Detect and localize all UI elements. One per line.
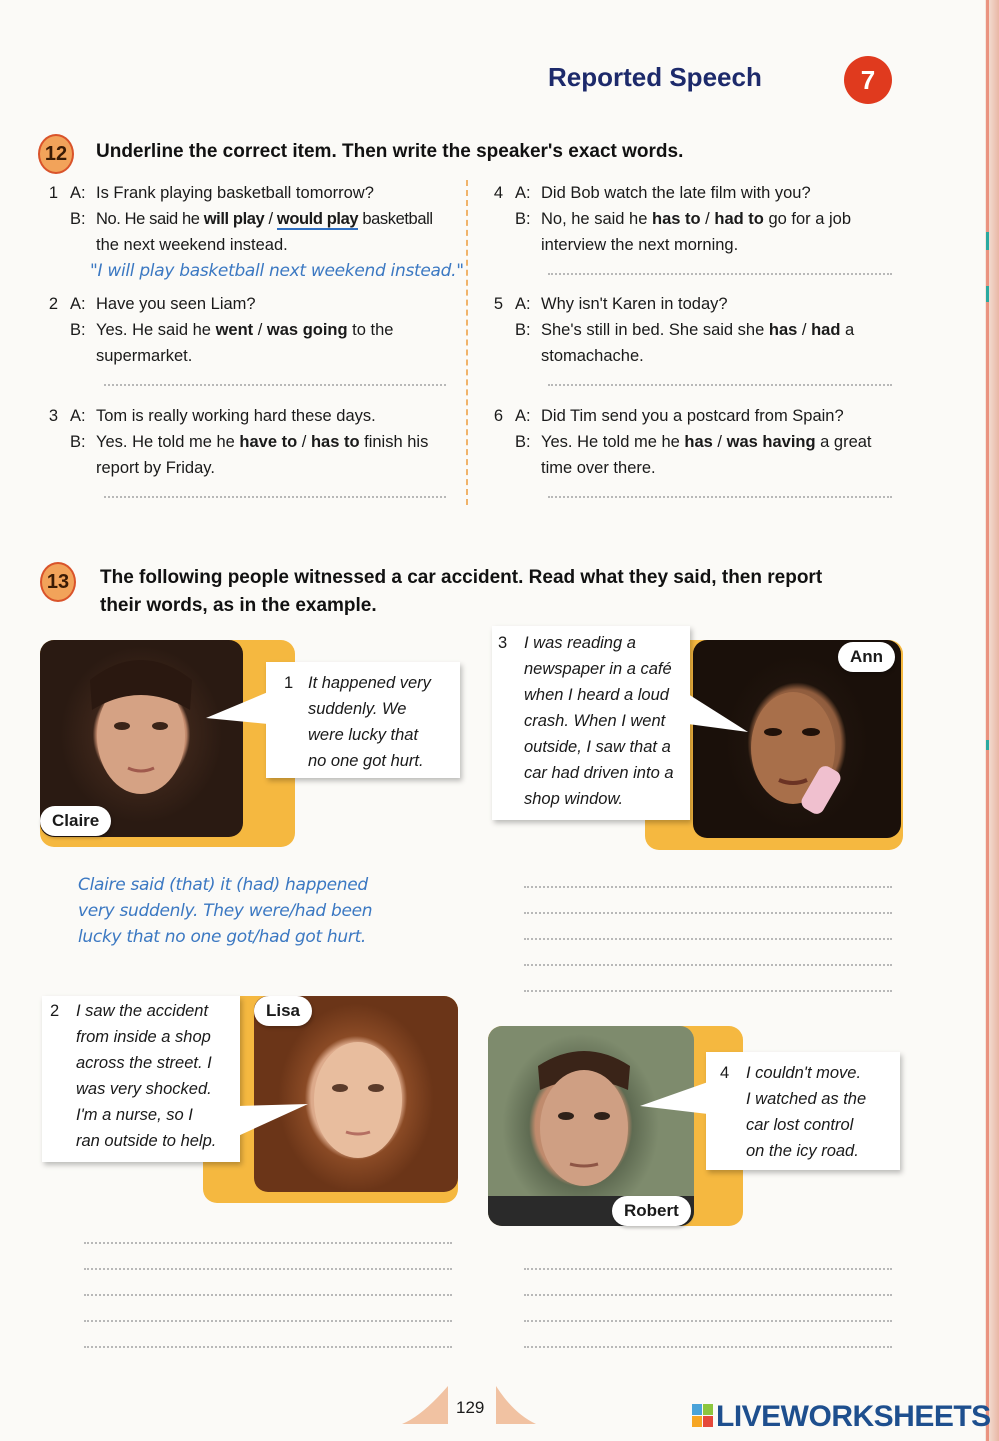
answer-b — [96, 429, 428, 455]
bubble-line: no one got hurt. — [308, 752, 424, 770]
edge-mark — [986, 740, 989, 750]
answer-b — [541, 429, 872, 455]
bubble-line: I watched as the — [746, 1090, 867, 1108]
ex12-item-5 — [489, 291, 909, 381]
option-2-underlined[interactable]: would play — [276, 210, 359, 228]
speaker-b: B: — [70, 321, 86, 339]
answer-b — [96, 206, 433, 232]
item-number: 1 — [48, 184, 58, 202]
bubble-number: 3 — [498, 634, 508, 652]
edge-mark — [986, 232, 989, 250]
b-text: Yes. He told me he — [96, 433, 240, 451]
bubble-line: It happened very — [308, 674, 431, 692]
b-text: go for a job — [763, 210, 851, 228]
example-answer-1: "I will play basketball next weekend instead." — [90, 261, 464, 281]
speaker-b: B: — [70, 433, 86, 451]
bubble-line: ran outside to help. — [76, 1132, 217, 1150]
speaker-a: A: — [515, 407, 531, 425]
answer-line-ann[interactable] — [524, 912, 892, 914]
separator: / — [700, 210, 715, 228]
bubble-text — [76, 998, 216, 1154]
liveworksheets-brand: LIVEWORKSHEETS — [716, 1400, 991, 1433]
example-answer-line: Claire said (that) it (had) happened — [78, 875, 368, 895]
question-a: Why isn't Karen in today? — [541, 295, 728, 313]
speaker-a: A: — [515, 295, 531, 313]
item-number: 5 — [493, 295, 503, 313]
answer-b — [541, 317, 854, 343]
lisa-speech-bubble — [42, 996, 240, 1162]
b-text: Yes. He told me he — [541, 433, 685, 451]
b-text: to the — [347, 321, 394, 339]
option-2[interactable]: was having — [726, 433, 816, 451]
answer-line-2[interactable] — [104, 384, 446, 386]
question-a: Did Bob watch the late film with you? — [541, 184, 811, 202]
bubble-line: newspaper in a café — [524, 660, 672, 678]
speaker-a: A: — [70, 407, 86, 425]
ann-speech-bubble — [492, 626, 690, 820]
bubble-line: car lost control — [746, 1116, 854, 1134]
question-a: Tom is really working hard these days. — [96, 407, 376, 425]
bubble-line: I was reading a — [524, 634, 636, 652]
answer-line-6[interactable] — [548, 496, 892, 498]
option-1[interactable]: has — [684, 433, 713, 451]
answer-line-5[interactable] — [548, 384, 892, 386]
option-2[interactable]: had to — [714, 210, 764, 228]
question-a: Is Frank playing basketball tomorrow? — [96, 184, 374, 202]
bubble-line: shop window. — [524, 790, 624, 808]
answer-line-robert[interactable] — [524, 1320, 892, 1322]
question-a: Have you seen Liam? — [96, 295, 256, 313]
separator: / — [797, 321, 812, 339]
ann-bubble-tail — [688, 690, 752, 736]
bubble-line: from inside a shop — [76, 1028, 211, 1046]
b-text: She's still in bed. She said she — [541, 321, 769, 339]
b-text: basketball — [358, 210, 433, 228]
option-1[interactable]: will play — [203, 210, 265, 228]
exercise-12-number: 12 — [38, 134, 74, 174]
separator: / — [253, 321, 267, 339]
bubble-text — [308, 670, 431, 774]
b-text: finish his — [359, 433, 429, 451]
bubble-line: were lucky that — [308, 726, 419, 744]
option-2[interactable]: was going — [266, 321, 348, 339]
edge-mark — [986, 286, 989, 302]
answer-b-line2: the next weekend instead. — [96, 236, 288, 254]
b-text: a great — [815, 433, 872, 451]
ann-name-label: Ann — [838, 642, 895, 672]
ex12-item-1 — [44, 180, 464, 290]
bubble-line: when I heard a loud — [524, 686, 669, 704]
b-text: Yes. He said he — [96, 321, 216, 339]
bubble-line: was very shocked. — [76, 1080, 212, 1098]
exercise-13-instruction-line1: The following people witnessed a car accident. Read what they said, then report — [100, 567, 823, 588]
answer-line-lisa[interactable] — [84, 1268, 452, 1270]
page-edge-line — [986, 0, 989, 1441]
robert-speech-bubble — [706, 1052, 900, 1170]
answer-line-lisa[interactable] — [84, 1294, 452, 1296]
bubble-line: on the icy road. — [746, 1142, 859, 1160]
answer-b-line2: report by Friday. — [96, 459, 215, 477]
bubble-line: I saw the accident — [76, 1002, 209, 1020]
exercise-12-instruction: Underline the correct item. Then write the speaker's exact words. — [96, 141, 684, 162]
bubble-line: I couldn't move. — [746, 1064, 862, 1082]
robert-name-label: Robert — [612, 1196, 691, 1226]
answer-b — [541, 206, 851, 232]
b-text: a — [840, 321, 855, 339]
bubble-line: outside, I saw that a — [524, 738, 671, 756]
answer-b-line2: interview the next morning. — [541, 236, 739, 254]
answer-line-ann[interactable] — [524, 938, 892, 940]
bubble-text — [746, 1060, 866, 1164]
bubble-line: crash. When I went — [524, 712, 666, 730]
answer-line-ann[interactable] — [524, 990, 892, 992]
page-corner-left-icon — [402, 1386, 448, 1424]
answer-line-lisa[interactable] — [84, 1242, 452, 1244]
answer-line-4[interactable] — [548, 273, 892, 275]
lisa-bubble-tail — [238, 1100, 310, 1140]
answer-b-line2: supermarket. — [96, 347, 193, 365]
option-1[interactable]: has to — [652, 210, 701, 228]
b-text: No, he said he — [541, 210, 652, 228]
option-2[interactable]: had — [811, 321, 841, 339]
bubble-number: 4 — [720, 1064, 730, 1082]
bubble-text — [524, 630, 674, 812]
claire-bubble-tail — [206, 688, 270, 728]
example-answer-line: lucky that no one got/had got hurt. — [78, 927, 367, 947]
separator: / — [264, 210, 277, 228]
answer-line-robert[interactable] — [524, 1268, 892, 1270]
lisa-name-label: Lisa — [254, 996, 312, 1026]
answer-b-line2: time over there. — [541, 459, 656, 477]
item-number: 2 — [48, 295, 58, 313]
exercise-13-number: 13 — [40, 562, 76, 602]
ex12-item-6 — [489, 403, 909, 493]
page-corner-right-icon — [496, 1386, 536, 1424]
example-answer-13 — [78, 872, 372, 950]
answer-line-3[interactable] — [104, 496, 446, 498]
robert-bubble-tail — [640, 1080, 710, 1120]
answer-line-robert[interactable] — [524, 1294, 892, 1296]
bubble-line: car had driven into a — [524, 764, 674, 782]
answer-b — [96, 317, 393, 343]
bubble-line: I'm a nurse, so I — [76, 1106, 193, 1124]
speaker-a: A: — [70, 184, 86, 202]
speaker-b: B: — [70, 210, 86, 228]
bubble-line: suddenly. We — [308, 700, 407, 718]
bubble-number: 1 — [284, 674, 294, 692]
speaker-b: B: — [515, 433, 531, 451]
option-1[interactable]: went — [215, 321, 254, 339]
b-text: No. He said he — [96, 210, 204, 228]
bubble-line: across the street. I — [76, 1054, 212, 1072]
ex12-item-3 — [44, 403, 464, 493]
answer-line-ann[interactable] — [524, 886, 892, 888]
page-title: Reported Speech — [548, 62, 762, 92]
claire-speech-bubble — [266, 662, 460, 778]
answer-line-robert[interactable] — [524, 1346, 892, 1348]
item-number: 3 — [48, 407, 58, 425]
answer-b-line2: stomachache. — [541, 347, 644, 365]
speaker-a: A: — [70, 295, 86, 313]
claire-name-label: Claire — [40, 806, 111, 836]
item-number: 4 — [493, 184, 503, 202]
speaker-a: A: — [515, 184, 531, 202]
exercise-13-instruction-line2: their words, as in the example. — [100, 595, 377, 616]
answer-line-lisa[interactable] — [84, 1320, 452, 1322]
item-number: 6 — [493, 407, 503, 425]
unit-badge: 7 — [844, 56, 892, 104]
answer-line-lisa[interactable] — [84, 1346, 452, 1348]
liveworksheets-logo-icon — [692, 1404, 714, 1428]
option-1[interactable]: have to — [239, 433, 298, 451]
question-a: Did Tim send you a postcard from Spain? — [541, 407, 844, 425]
column-divider — [466, 180, 468, 505]
bubble-number: 2 — [50, 1002, 60, 1020]
speaker-b: B: — [515, 321, 531, 339]
page-number: 129 — [456, 1398, 485, 1417]
separator: / — [712, 433, 727, 451]
separator: / — [297, 433, 311, 451]
option-2[interactable]: has to — [310, 433, 360, 451]
speaker-b: B: — [515, 210, 531, 228]
example-answer-line: very suddenly. They were/had been — [78, 901, 373, 921]
answer-line-ann[interactable] — [524, 964, 892, 966]
ex12-item-4 — [489, 180, 909, 270]
option-1[interactable]: has — [768, 321, 798, 339]
